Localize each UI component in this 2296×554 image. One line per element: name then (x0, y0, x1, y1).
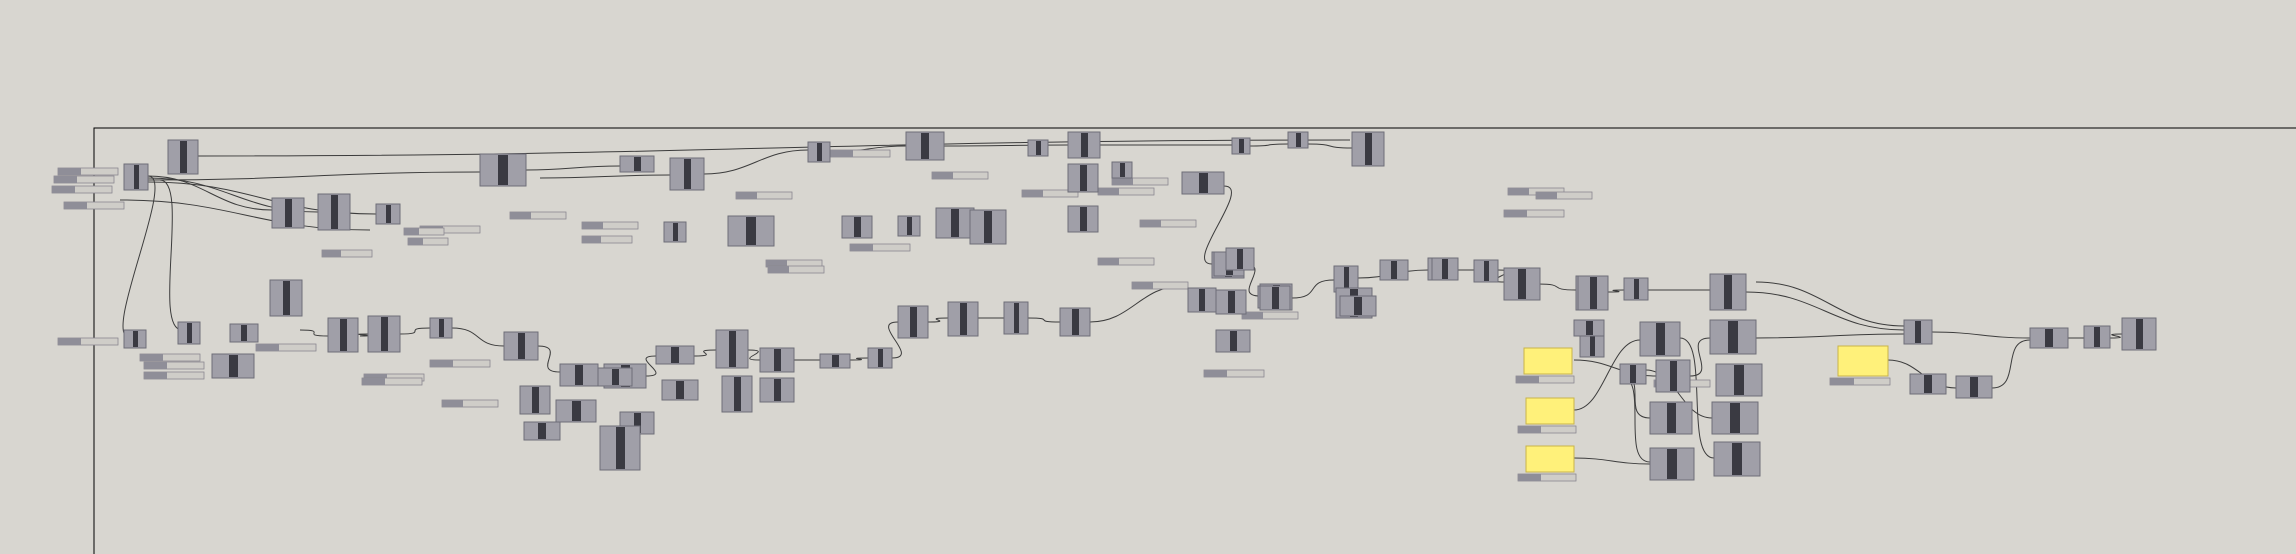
component-node[interactable] (620, 156, 654, 172)
slider-label (830, 150, 853, 157)
wire (1932, 332, 2030, 338)
wire (538, 346, 560, 372)
component-node[interactable] (2122, 318, 2156, 350)
component-node[interactable] (376, 204, 400, 224)
node-name-bar (1296, 133, 1301, 147)
component-node[interactable] (600, 426, 640, 470)
wire (1992, 340, 2030, 388)
number-slider[interactable] (430, 360, 490, 367)
slider-label (850, 244, 873, 251)
node-name-bar (229, 355, 238, 377)
node-name-bar (180, 141, 187, 173)
slider-label (736, 192, 757, 199)
number-slider[interactable] (54, 176, 114, 183)
node-name-bar (340, 319, 347, 351)
component-node[interactable] (1226, 248, 1254, 270)
number-slider[interactable] (1098, 188, 1154, 195)
node-name-bar (285, 199, 292, 227)
slider-label (1098, 188, 1119, 195)
slider-label (64, 202, 87, 209)
component-node[interactable] (1068, 206, 1098, 232)
component-node[interactable] (1260, 286, 1290, 310)
wire (850, 358, 868, 360)
slider-label (1098, 258, 1119, 265)
component-node[interactable] (1904, 320, 1932, 344)
node-name-bar (729, 331, 736, 367)
node-name-bar (283, 281, 290, 315)
number-slider[interactable] (736, 192, 792, 199)
number-slider[interactable] (256, 344, 316, 351)
component-node[interactable] (1656, 360, 1690, 392)
component-node[interactable] (524, 422, 560, 440)
component-node[interactable] (556, 400, 596, 422)
component-node[interactable] (1112, 162, 1132, 178)
note-input-handle (1518, 474, 1541, 481)
component-node[interactable] (504, 332, 538, 360)
component-node[interactable] (1288, 132, 1308, 148)
component-node[interactable] (1574, 320, 1604, 336)
wire (1028, 318, 1060, 322)
node-name-bar (676, 381, 684, 399)
node-name-bar (616, 427, 625, 469)
number-slider[interactable] (582, 236, 632, 243)
node-name-bar (951, 209, 959, 237)
number-slider[interactable] (1204, 370, 1264, 377)
slider-label (404, 228, 419, 235)
node-name-bar (1732, 443, 1742, 475)
component-node[interactable] (520, 386, 550, 414)
component-node[interactable] (1068, 164, 1098, 192)
node-name-bar (746, 217, 756, 245)
note-input-handle (1830, 378, 1854, 385)
slider-label (1504, 210, 1527, 217)
note-body[interactable] (1524, 348, 1572, 374)
slider-label (1536, 192, 1557, 199)
component-node[interactable] (560, 364, 598, 386)
wire (1538, 284, 1576, 290)
node-name-bar (612, 369, 619, 385)
node-name-bar (1724, 275, 1732, 309)
wire (1292, 280, 1334, 298)
node-name-bar (1630, 365, 1636, 383)
node-name-bar (673, 223, 678, 241)
component-node[interactable] (368, 316, 400, 352)
node-name-bar (1199, 173, 1208, 193)
node-name-bar (572, 401, 581, 421)
component-node[interactable] (1380, 260, 1408, 280)
number-slider[interactable] (52, 186, 112, 193)
node-name-bar (2045, 329, 2053, 347)
component-node[interactable] (178, 322, 200, 344)
number-slider[interactable] (404, 228, 444, 235)
component-node[interactable] (1714, 442, 1760, 476)
slider-label (1132, 282, 1153, 289)
slider-label (1022, 190, 1043, 197)
number-slider[interactable] (1140, 220, 1196, 227)
wire (1090, 286, 1182, 322)
wire (704, 150, 808, 174)
node-name-bar (1237, 249, 1243, 269)
node-name-bar (2136, 319, 2143, 349)
slider-label (408, 238, 423, 245)
slider-label (1508, 188, 1529, 195)
component-node[interactable] (1716, 364, 1762, 396)
number-slider[interactable] (408, 238, 448, 245)
number-slider[interactable] (850, 244, 910, 251)
slider-label (140, 354, 163, 361)
number-slider[interactable] (1112, 178, 1168, 185)
node-name-bar (921, 133, 929, 159)
node-name-bar (532, 387, 539, 413)
number-slider[interactable] (932, 172, 988, 179)
node-name-bar (133, 331, 138, 347)
node-name-bar (684, 159, 691, 189)
wire (540, 175, 670, 178)
component-node[interactable] (1710, 274, 1746, 310)
component-node[interactable] (1028, 140, 1048, 156)
number-slider[interactable] (830, 150, 890, 157)
wire (1608, 290, 1624, 292)
node-name-bar (1365, 133, 1372, 165)
slider-label (58, 168, 81, 175)
note-body[interactable] (1526, 446, 1574, 472)
component-node[interactable] (124, 330, 146, 348)
slider-label (58, 338, 81, 345)
node-name-bar (1670, 361, 1677, 391)
node-name-bar (634, 157, 641, 171)
node-name-bar (1228, 291, 1235, 313)
node-name-bar (1081, 133, 1088, 157)
node-name-bar (1442, 259, 1448, 279)
component-node[interactable] (1432, 258, 1458, 280)
component-node[interactable] (760, 378, 794, 402)
node-name-bar (241, 325, 247, 341)
wire (1308, 144, 1352, 148)
node-name-bar (1667, 449, 1677, 479)
slider-label (322, 250, 341, 257)
slider-label (52, 186, 75, 193)
node-name-bar (1730, 403, 1740, 433)
number-slider[interactable] (1098, 258, 1154, 265)
component-node[interactable] (1640, 322, 1680, 356)
node-name-bar (1072, 309, 1079, 335)
component-node[interactable] (1340, 296, 1376, 316)
node-name-bar (331, 195, 338, 229)
component-node[interactable] (328, 318, 358, 352)
node-name-bar (439, 319, 444, 337)
node-name-bar (774, 379, 781, 401)
number-slider[interactable] (58, 338, 118, 345)
number-slider[interactable] (64, 202, 124, 209)
wire (148, 176, 272, 210)
slider-label (582, 222, 603, 229)
node-name-bar (1344, 267, 1349, 291)
sticky-note[interactable] (1518, 398, 1576, 433)
component-node[interactable] (948, 302, 978, 336)
component-node[interactable] (898, 306, 928, 338)
slider-label (144, 372, 167, 379)
node-name-bar (518, 333, 525, 359)
component-node[interactable] (1620, 364, 1646, 384)
notes (1516, 346, 1890, 481)
wire (748, 350, 760, 360)
node-name-bar (1239, 139, 1244, 153)
component-node[interactable] (272, 198, 304, 228)
number-slider[interactable] (442, 400, 498, 407)
node-name-bar (960, 303, 967, 335)
number-slider[interactable] (510, 212, 566, 219)
wire (400, 328, 430, 334)
component-node[interactable] (656, 346, 694, 364)
number-slider[interactable] (1242, 312, 1298, 319)
node-name-bar (1014, 303, 1019, 333)
wire (694, 350, 716, 356)
component-node[interactable] (662, 380, 698, 400)
number-slider[interactable] (768, 266, 824, 273)
node-name-bar (671, 347, 679, 363)
component-node[interactable] (124, 164, 148, 190)
node-name-bar (1586, 321, 1593, 335)
component-node[interactable] (868, 348, 892, 368)
component-node[interactable] (318, 194, 350, 230)
node-name-bar (381, 317, 388, 351)
component-node[interactable] (598, 368, 632, 386)
node-name-bar (1667, 403, 1676, 433)
component-node[interactable] (212, 354, 254, 378)
slider-label (768, 266, 789, 273)
node-name-bar (575, 365, 583, 385)
note-body[interactable] (1526, 398, 1574, 424)
wire (1680, 338, 1714, 458)
wire (2110, 334, 2122, 338)
slider-label (1204, 370, 1227, 377)
node-name-bar (854, 217, 861, 237)
slider-label (54, 176, 77, 183)
number-slider[interactable] (144, 362, 204, 369)
node-name-bar (907, 217, 912, 235)
component-node[interactable] (1232, 138, 1250, 154)
number-slider[interactable] (322, 250, 372, 257)
node-name-bar (1518, 269, 1526, 299)
number-slider[interactable] (362, 378, 422, 385)
wire (198, 140, 1350, 156)
component-node[interactable] (820, 354, 850, 368)
component-node[interactable] (1004, 302, 1028, 334)
number-slider[interactable] (1504, 210, 1564, 217)
component-node[interactable] (2084, 326, 2110, 348)
node-name-bar (538, 423, 546, 439)
component-node[interactable] (2030, 328, 2068, 348)
node-name-bar (774, 349, 781, 371)
component-node[interactable] (728, 216, 774, 246)
node-name-bar (1634, 279, 1639, 299)
component-node[interactable] (1650, 448, 1694, 480)
wire (526, 166, 620, 170)
node-name-bar (1120, 163, 1125, 177)
component-node[interactable] (480, 154, 526, 186)
component-node[interactable] (906, 132, 944, 160)
wire (1250, 144, 1288, 146)
wire (1756, 334, 1904, 338)
sticky-note[interactable] (1518, 446, 1576, 481)
component-node[interactable] (1504, 268, 1540, 300)
component-node[interactable] (1910, 374, 1946, 394)
node-name-bar (910, 307, 917, 337)
node-name-bar (187, 323, 192, 343)
node-name-bar (498, 155, 508, 185)
component-node[interactable] (808, 142, 830, 162)
node-name-bar (134, 165, 139, 189)
component-node[interactable] (1650, 402, 1692, 434)
note-input-handle (1518, 426, 1541, 433)
number-slider[interactable] (1132, 282, 1188, 289)
component-node[interactable] (168, 140, 198, 174)
slider-label (1140, 220, 1161, 227)
component-node[interactable] (842, 216, 872, 238)
component-node[interactable] (230, 324, 258, 342)
sticky-note[interactable] (1830, 346, 1890, 385)
component-node[interactable] (1956, 376, 1992, 398)
node-name-bar (2094, 327, 2100, 347)
node-name-bar (1915, 321, 1921, 343)
component-node[interactable] (1216, 290, 1246, 314)
component-node[interactable] (716, 330, 748, 368)
node-name-bar (1230, 331, 1237, 351)
component-node[interactable] (430, 318, 452, 338)
component-node[interactable] (722, 376, 752, 412)
sticky-note[interactable] (1516, 348, 1574, 383)
node-name-bar (1728, 321, 1738, 353)
node-name-bar (817, 143, 822, 161)
component-node[interactable] (1624, 278, 1648, 300)
slider-label (582, 236, 601, 243)
node-name-bar (1272, 287, 1279, 309)
slider-label (430, 360, 453, 367)
number-slider[interactable] (144, 372, 204, 379)
wire (452, 328, 504, 346)
component-node[interactable] (936, 208, 974, 238)
node-name-bar (1924, 375, 1932, 393)
number-slider[interactable] (140, 354, 200, 361)
node-name-bar (1354, 297, 1362, 315)
component-node[interactable] (1188, 288, 1216, 312)
component-node[interactable] (1068, 132, 1100, 158)
number-slider[interactable] (58, 168, 118, 175)
node-name-bar (1734, 365, 1744, 395)
wire (944, 145, 1068, 146)
component-node[interactable] (898, 216, 920, 236)
note-body[interactable] (1838, 346, 1888, 376)
component-node[interactable] (1578, 276, 1608, 310)
number-slider[interactable] (1536, 192, 1592, 199)
wire (1756, 282, 1904, 326)
component-node[interactable] (670, 158, 704, 190)
component-node[interactable] (970, 210, 1006, 244)
component-node[interactable] (1352, 132, 1384, 166)
node-name-bar (1080, 207, 1087, 231)
component-node[interactable] (760, 348, 794, 372)
slider-label (144, 362, 167, 369)
node-name-bar (1199, 289, 1205, 311)
component-node[interactable] (1182, 172, 1224, 194)
slider-label (362, 378, 385, 385)
wire (928, 318, 948, 322)
node-name-bar (1080, 165, 1087, 191)
component-node[interactable] (1216, 330, 1250, 352)
component-node[interactable] (270, 280, 302, 316)
slider-label (932, 172, 953, 179)
node-name-bar (1484, 261, 1489, 281)
node-name-bar (1970, 377, 1978, 397)
slider-label (442, 400, 463, 407)
wire (300, 330, 328, 336)
wire (1690, 338, 1710, 376)
node-name-bar (1391, 261, 1397, 279)
note-input-handle (1516, 376, 1539, 383)
slider-label (1112, 178, 1133, 185)
node-name-bar (878, 349, 883, 367)
component-node[interactable] (1474, 260, 1498, 282)
slider-label (256, 344, 279, 351)
wire (646, 356, 656, 376)
node-name-bar (984, 211, 992, 243)
number-slider[interactable] (582, 222, 638, 229)
node-name-bar (734, 377, 741, 411)
component-node[interactable] (1710, 320, 1756, 354)
slider-label (510, 212, 531, 219)
wire (1574, 458, 1650, 464)
component-node[interactable] (664, 222, 686, 242)
node-name-bar (1656, 323, 1665, 355)
node-name-bar (386, 205, 391, 223)
component-node[interactable] (1060, 308, 1090, 336)
node-name-bar (1036, 141, 1041, 155)
node-name-bar (832, 355, 839, 367)
component-node[interactable] (1712, 402, 1758, 434)
node-name-bar (1590, 277, 1597, 309)
